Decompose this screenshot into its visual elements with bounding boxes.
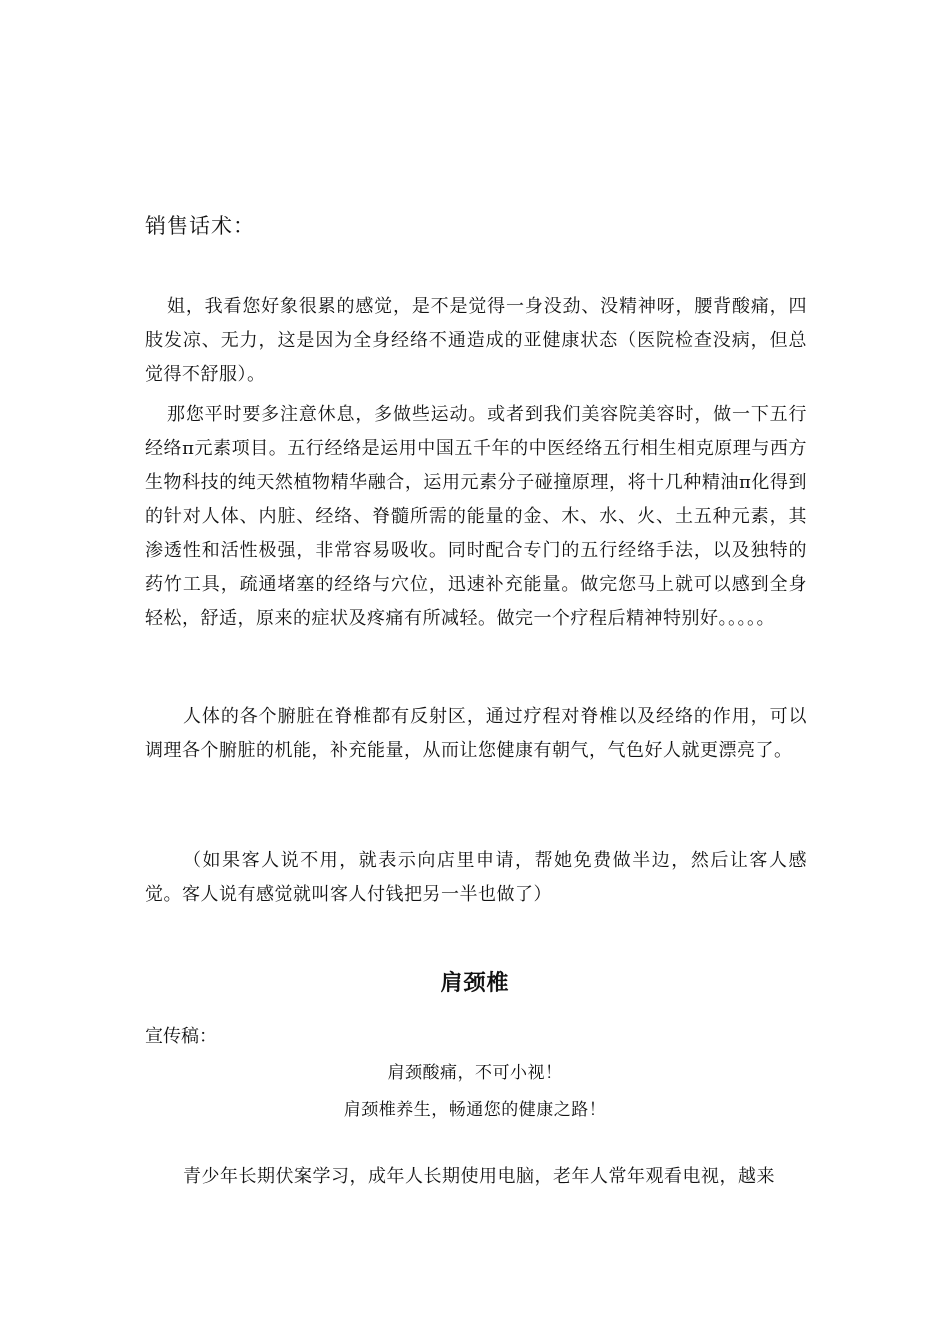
slogan-line-2: 肩颈椎养生，畅通您的健康之路！ — [343, 1100, 607, 1120]
paragraph-intro-neck: 青少年长期伏案学习，成年人长期使用电脑，老年人常年观看电视，越来 — [183, 1166, 775, 1187]
sales-script-heading: 销售话术： — [145, 214, 255, 238]
paragraph-fatigue: 姐，我看您好象很累的感觉，是不是觉得一身没劲、没精神呀，腰背酸痛，四肢发凉、无力，这是因为全身经络不通造成的亚健康状态（医院检查没病，但总觉得不舒服）。 — [145, 296, 807, 385]
section-title-neck-spine: 肩颈椎 — [440, 970, 510, 996]
promo-label: 宣传稿： — [145, 1026, 217, 1047]
paragraph-spine-reflex: 人体的各个腑脏在脊椎都有反射区，通过疗程对脊椎以及经络的作用，可以调理各个腑脏的机能，补充能量，从而让您健康有朝气，气色好人就更漂亮了。 — [145, 706, 807, 761]
slogan-line-1: 肩颈酸痛，不可小视！ — [387, 1063, 563, 1083]
paragraph-customer-note: （如果客人说不用，就表示向店里申请，帮她免费做半边，然后让客人感觉。客人说有感觉就叫客人付钱把另一半也做了） — [145, 850, 807, 905]
paragraph-five-elements: 那您平时要多注意休息，多做些运动。或者到我们美容院美容时，做一下五行经络π元素项目。五行经络是运用中国五千年的中医经络五行相生相克原理与西方生物科技的纯天然植物精华融合，运用元素分子碰撞原理，将十几种精油π化得到的针对人体、内脏、经络、脊髓所需的能量的金、木、水、火、土五种元素，其渗透性和活性极强，非常容易吸收。同时配合专门的五行经络手法，以及独特的药竹工具，疏通堵塞的经络与穴位，迅速补充能量。做完您马上就可以感到全身轻松，舒适，原来的症状及疼痛有所减轻。做完一个疗程后精神特别好。。。。。 — [145, 404, 807, 629]
